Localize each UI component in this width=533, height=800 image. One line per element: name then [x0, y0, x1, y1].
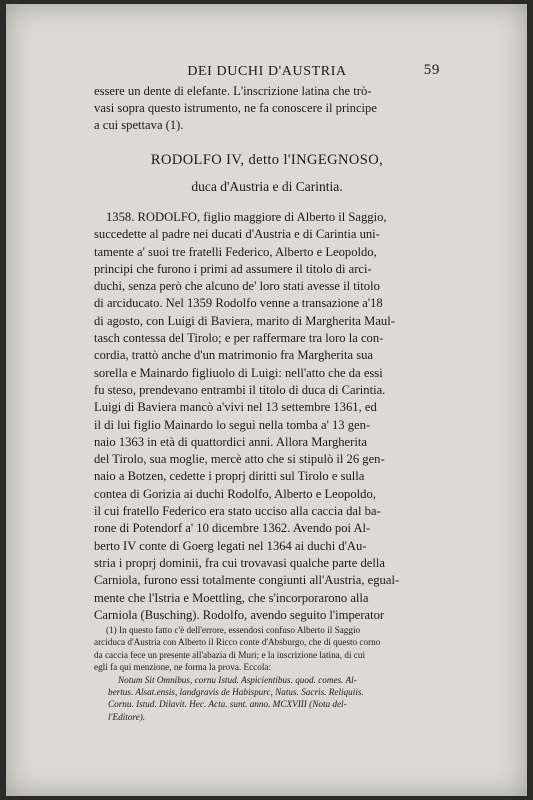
text-line: di agosto, con Luigi di Baviera, marito di Margherita Maul-	[94, 313, 395, 328]
text-line: di arciducato. Nel 1359 Rodolfo venne a transazione a'18	[94, 296, 383, 311]
text-line: berto IV conte di Goerg legati nel 1364 ai duchi d'Au-	[94, 538, 367, 553]
text-line: succedette al padre nei ducati d'Austria e di Carintia uni-	[94, 227, 380, 242]
text-line: contea di Gorizia ai duchi Rodolfo, Alberto e Leopoldo,	[94, 486, 376, 501]
inscription-line: bertus. Alsat.ensis, landgravis de Habispurc, Natus. Sacris. Reliquiis.	[108, 687, 364, 698]
intro-paragraph	[94, 83, 440, 134]
text-line: fu steso, prendevano entrambi il titolo di duca di Carintia.	[94, 382, 386, 397]
text-line: del Tirolo, sua moglie, mercè atto che si stipulò il 26 gen-	[94, 452, 385, 467]
text-line: duchi, senza però che alcuno de' loro stati avesse il titolo	[94, 279, 380, 294]
text-line: principi che furono i primi ad assumere il titolo di arci-	[94, 261, 372, 276]
text-line: mente che l'Istria e Moettling, che s'incorporarono alla	[94, 590, 369, 605]
text-line: essere un dente di elefante. L'inscrizione latina che trò-	[94, 84, 372, 98]
text-line: a cui spettava (1).	[94, 118, 184, 132]
text-line: rone di Potendorf a' 10 dicembre 1362. Avendo poi Al-	[94, 521, 371, 536]
footnote-line: da caccia fece un presente all'abazia di Muri; e la inscrizione latina, di cui	[94, 649, 366, 660]
text-line: il di lui figlio Mainardo lo seguì nella tomba a' 13 gen-	[94, 417, 371, 432]
text-line: naio a Botzen, cedette i proprj diritti sul Tirolo e sulla	[94, 469, 365, 484]
footnote-line: (1) In questo fatto c'è dell'errore, essendosi confuso Alberto il Saggio	[106, 625, 361, 635]
text-line: Luigi di Baviera mancò a'vivi nel 13 settembre 1361, ed	[94, 400, 377, 415]
text-line: naio 1363 in età di quattordici anni. Allora Margherita	[94, 434, 367, 449]
text-line: tasch contessa del Tirolo; e per raffermare tra loro la con-	[94, 331, 384, 346]
text-line: Carniola, furono essi totalmente congiunti all'Austria, egual-	[94, 573, 400, 588]
text-line: vasi sopra questo istrumento, ne fa conoscere il principe	[94, 101, 377, 115]
section-subheading: duca d'Austria e di Carintia.	[191, 179, 343, 194]
text-line: sorella e Mainardo figliuolo di Luigi: nell'atto che da essi	[94, 365, 383, 380]
section-heading: RODOLFO IV, detto l'INGEGNOSO,	[150, 152, 384, 168]
main-paragraph	[94, 209, 440, 624]
text-line: cordia, trattò anche d'un matrimonio fra Margherita sua	[94, 348, 373, 363]
text-line: Carniola (Busching). Rodolfo, avendo seguito l'imperator	[94, 607, 385, 622]
text-line: stria i proprj dominii, fra cui trovavasi qualche parte della	[94, 555, 385, 570]
footnote-line: arciduca d'Austria con Alberto il Ricco conte d'Absburgo, che di questo corno	[94, 637, 381, 648]
footnote-line: egli fa qui menzione, ne forma la prova. Eccola:	[94, 662, 272, 673]
text-line: 1358. RODOLFO, figlio maggiore di Alberto il Saggio,	[106, 210, 387, 224]
inscription-line: Notum Sit Omnibus, cornu Istud. Aspicientibus. quod. comes. Al-	[118, 674, 357, 685]
inscription-line: l'Editore).	[108, 711, 146, 722]
footnote	[94, 624, 440, 723]
running-title: DEI DUCHI D'AUSTRIA	[187, 64, 347, 79]
book-page	[6, 4, 527, 796]
inscription-line: Cornu. Istud. Dilavit. Hec. Acta. sunt. anno. MCXVIII (Nota del-	[108, 699, 347, 710]
page-number: 59	[423, 62, 440, 78]
text-line: il cui fratello Federico era stato ucciso alla caccia dal ba-	[94, 504, 381, 519]
text-line: tamente a' suoi tre fratelli Federico, Alberto e Leopoldo,	[94, 244, 377, 259]
running-header	[94, 64, 440, 80]
